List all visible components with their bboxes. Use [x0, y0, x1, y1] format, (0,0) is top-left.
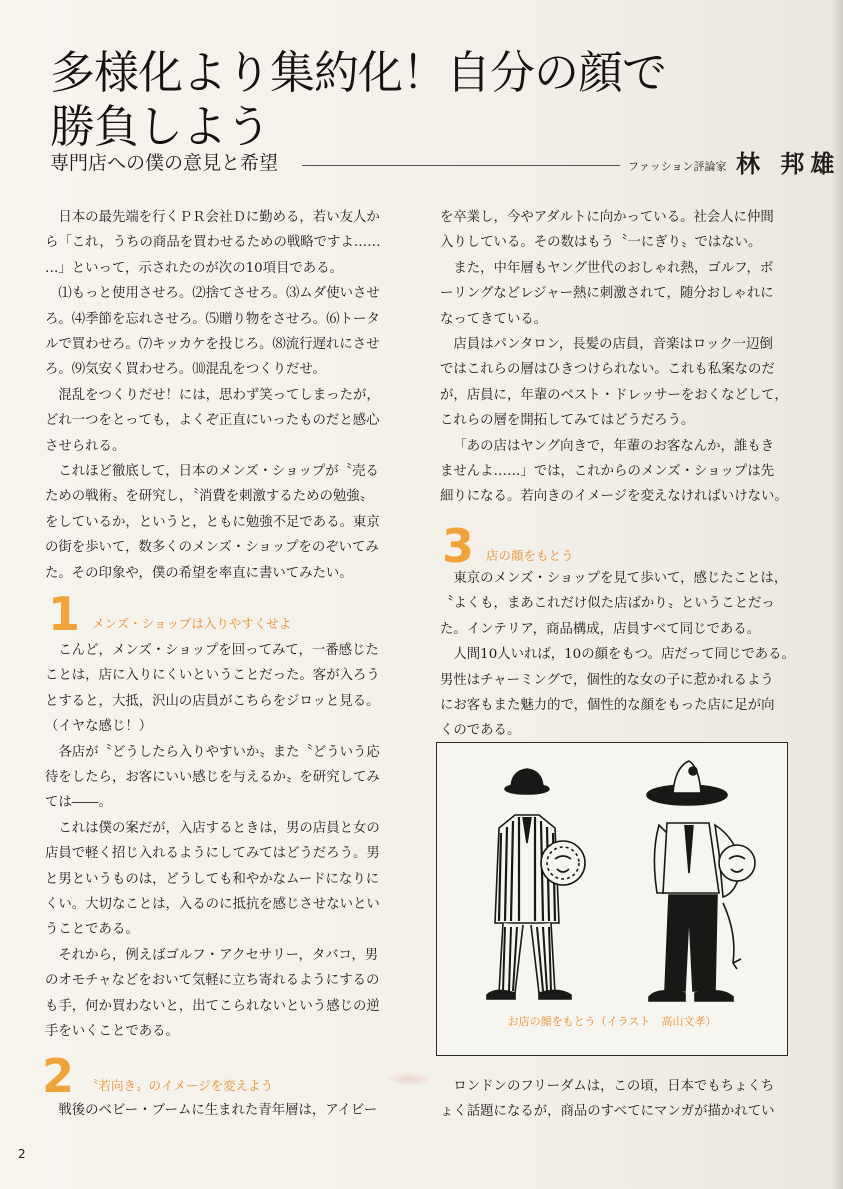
illustration-box: [436, 742, 788, 1056]
body-line: ルで買わせろ。⑺キッカケを投じろ。⑻流行遅れにさせ: [45, 337, 380, 353]
body-line: ませんよ……」では，これからのメンズ・ショップは先: [440, 464, 775, 480]
body-line: にお客もまた魅力的で，個性的な顔をもった店に足が向: [440, 698, 775, 714]
body-line: 店員で軽く招じ入れるようにしてみてはどうだろう。男: [45, 846, 380, 862]
body-line: 東京のメンズ・ショップを見て歩いて，感じたことは，: [453, 571, 788, 586]
section-title: 〝若向き〟のイメージを変えよう: [86, 1078, 274, 1093]
body-line: とすると，大抵，沢山の店員がこちらをジロッと見る。: [45, 693, 380, 709]
body-line: た。インテリア，商品構成，店員すべて同じである。: [440, 621, 761, 637]
body-line: ょく話題になるが，商品のすべてにマンガが描かれてい: [440, 1104, 775, 1120]
right-tail-text: [440, 1074, 796, 1125]
body-line: ら「これ，うちの商品を買わせるための戦略ですよ……: [45, 235, 381, 251]
body-line: ろ。⑼気安く買わせろ。⑽混乱をつくりだせ。: [45, 362, 326, 378]
body-line: ための戦術〟を研究し，〝消費を刺激するための勉強〟: [45, 489, 374, 505]
body-line: ろ。⑷季節を忘れさせろ。⑸贈り物をさせろ。⑹トータ: [45, 311, 380, 327]
body-line: の街を歩いて，数多くのメンズ・ショップをのぞいてみ: [45, 540, 379, 556]
illustration-caption: お店の顔をもとう（イラスト 高山文孝）: [507, 1015, 717, 1028]
body-line: ⑴もっと使用させろ。⑵捨てさせろ。⑶ムダ使いさせ: [58, 286, 380, 302]
author-name: 林 邦雄: [736, 149, 841, 178]
body-line: させられる。: [45, 438, 126, 454]
body-line: これは僕の案だが，入店するときは，男の店員と女の: [58, 820, 380, 836]
body-line: くい。大切なことは，入るのに抵抗を感じさせないとい: [45, 897, 380, 913]
striped-suit-figure: [487, 769, 585, 999]
body-line: これらの層を開拓してみてはどうだろう。: [440, 413, 695, 429]
article-title: [50, 46, 790, 154]
fashion-illustration: [437, 743, 786, 1013]
body-line: た。その印象や，僕の希望を率直に書いてみたい。: [45, 565, 353, 581]
body-line: 「あの店はヤング向きで，年輩のお客なんか，誰もき: [453, 438, 775, 454]
section-number: 1: [48, 587, 81, 641]
body-line: うことである。: [45, 922, 139, 938]
body-line: ロンドンのフリーダムは，この頃，日本でもちょくち: [453, 1079, 775, 1094]
body-line: 手をいくことである。: [45, 1024, 179, 1040]
body-line: ではこれらの層はひきつけられない。これも私案なのだ: [440, 362, 775, 378]
right-column: [440, 205, 796, 510]
body-line: のオモチャなどをおいて気軽に立ち寄れるようにするの: [45, 973, 380, 989]
section-title: 店の顔をもとう: [486, 548, 574, 563]
body-line: どれ一つをとっても，よくぞ正直にいったものだと感心: [45, 413, 380, 429]
body-line: 日本の最先端を行くＰＲ会社Ｄに勤める，若い友人か: [58, 210, 380, 225]
body-line: が，店員に，年輩のベスト・ドレッサーをおくなどして，: [440, 387, 788, 403]
article-subtitle: 専門店への僕の意見と希望: [50, 152, 279, 174]
author-role: ファッション評論家: [628, 160, 727, 173]
body-line: 人間10人いれば，10の顔をもつ。店だって同じである。: [453, 647, 795, 663]
body-line: …」といって，示されたのが次の10項目である。: [45, 260, 343, 276]
body-line: 待をしたら，お客にいい感じを与えるか〟を研究してみ: [45, 770, 380, 786]
page-number: 2: [18, 1147, 26, 1161]
section-number: 2: [42, 1049, 75, 1103]
byline-row: [50, 149, 841, 184]
left-column: [45, 205, 397, 586]
section-2-body: [45, 1098, 397, 1123]
page-edge: [833, 0, 843, 1189]
body-line: ーリングなどレジャー熱に刺激されて，随分おしゃれに: [440, 286, 774, 302]
body-line: と男というものは，どうしても和やかなムードになりに: [45, 871, 380, 887]
body-line: こんど，メンズ・ショップを回ってみて，一番感じた: [58, 643, 379, 658]
body-line: も手，何か買わないと，出てこられないという感じの逆: [45, 998, 380, 1014]
section-3-heading: [442, 519, 574, 573]
body-line: 戦後のベビー・ブームに生まれた青年層は，アイビー: [58, 1103, 378, 1118]
body-line: ことは，店に入りにくいということだった。客が入ろう: [45, 668, 380, 684]
body-line: これほど徹底して，日本のメンズ・ショップが〝売る: [58, 464, 379, 480]
body-line: ては――。: [45, 795, 112, 811]
body-line: 入りしている。その数はもう〝一にぎり〟ではない。: [440, 235, 762, 251]
ink-smudge: [386, 1072, 432, 1086]
body-line: 細りになる。若向きのイメージを変えなければいけない。: [440, 489, 788, 505]
title-line-2: 勝負しよう: [50, 100, 271, 153]
section-title: メンズ・ショップは入りやすくせよ: [92, 616, 292, 631]
section-1-body: [45, 638, 397, 1045]
section-1-heading: [48, 587, 292, 641]
body-line: （イヤな感じ！）: [45, 719, 153, 735]
body-line: を卒業し，今やアダルトに向かっている。社会人に仲間: [440, 210, 774, 225]
body-line: くのである。: [440, 723, 521, 739]
body-line: 各店が〝どうしたら入りやすいか〟また〝どういう応: [58, 744, 380, 760]
body-line: 〝よくも，まあこれだけ似た店ばかり〟ということだっ: [440, 596, 775, 612]
body-line: それから，例えばゴルフ・アクセサリー，タバコ，男: [58, 947, 379, 963]
body-line: なってきている。: [440, 311, 548, 327]
body-line: また，中年層もヤング世代のおしゃれ熱，ゴルフ，ボ: [453, 260, 774, 276]
title-line-1: 多様化より集約化！自分の顔で: [50, 46, 667, 99]
section-2-heading: [42, 1049, 274, 1103]
byline-rule: [302, 165, 620, 166]
body-line: をしているか，というと，ともに勉強不足である。東京: [45, 514, 380, 530]
body-line: 店員はパンタロン，長髪の店員，音楽はロック一辺倒: [453, 337, 773, 353]
body-line: 男性はチャーミングで，個性的な女の子に惹かれるよう: [440, 672, 774, 688]
body-line: 混乱をつくりだせ！には，思わず笑ってしまったが，: [58, 387, 380, 403]
hat-pantaloon-figure: [647, 761, 755, 1001]
section-3-body: [440, 566, 796, 744]
section-number: 3: [442, 519, 475, 573]
